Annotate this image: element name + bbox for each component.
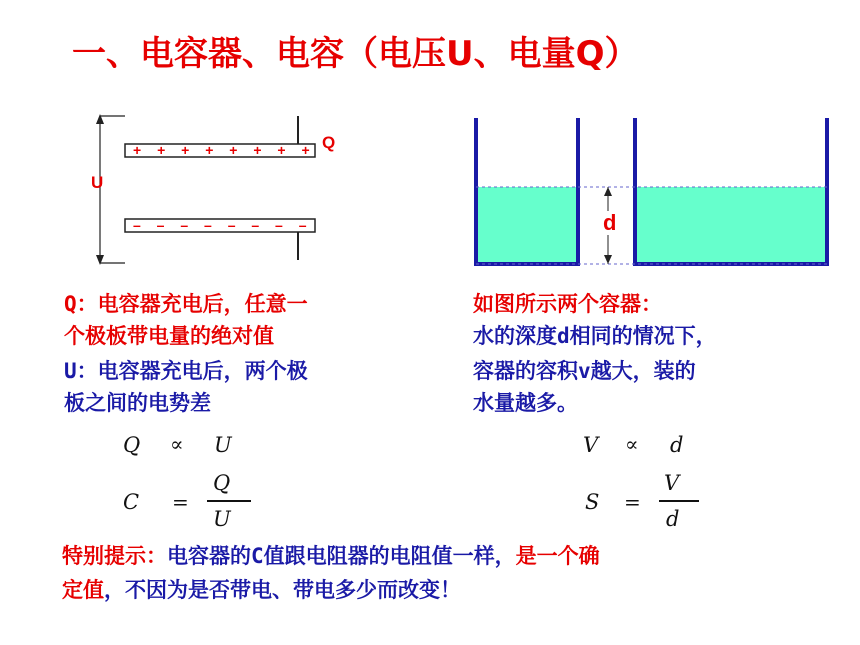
- formula-V: V: [583, 433, 599, 457]
- left-text-line1: Q：电容器充电后，任意一: [64, 292, 308, 316]
- right-text-line3: 容器的容积v越大，装的: [473, 359, 696, 383]
- note-emph1: 是一个确: [515, 544, 600, 568]
- formula-num-V: V: [664, 471, 680, 495]
- formula-U: U: [214, 433, 232, 457]
- formula-num-Q: Q: [213, 471, 231, 495]
- wide-container-water: [636, 187, 826, 264]
- page-title: [72, 26, 639, 75]
- title-main: 一、电容器、电容: [72, 34, 344, 74]
- left-text-line2: 个极板带电量的绝对值: [64, 324, 274, 348]
- note-line1: [62, 540, 600, 572]
- note-line2: [62, 574, 461, 606]
- right-text-line2: 水的深度d相同的情况下，: [473, 324, 717, 348]
- formula-prop-left: ∝: [170, 432, 184, 456]
- depth-label-d: d: [603, 210, 617, 235]
- narrow-container-water: [477, 187, 577, 264]
- formula-den-d: d: [666, 507, 680, 531]
- formula-eq-right: =: [624, 490, 641, 514]
- fraction-bar-left: [207, 500, 251, 502]
- fraction-bar-right: [659, 500, 699, 502]
- title-paren: （电压U、电量Q）: [344, 34, 639, 74]
- formula-Q: Q: [123, 433, 141, 457]
- left-text-line4: 板之间的电势差: [64, 391, 211, 415]
- containers-diagram: [470, 112, 835, 272]
- note-emph2: 定值: [62, 578, 104, 602]
- formula-den-U: U: [213, 507, 231, 531]
- note-tail: ，不因为是否带电、带电多少而改变！: [104, 578, 461, 602]
- note-prefix: 特别提示：: [62, 544, 167, 568]
- plus-signs: + + + + + + + +: [133, 142, 316, 158]
- voltage-label-U: U: [91, 173, 104, 192]
- depth-arrow-up-icon: [604, 187, 612, 196]
- left-text-line3: U：电容器充电后，两个极: [64, 359, 308, 383]
- right-text-line1: 如图所示两个容器：: [473, 292, 662, 316]
- formula-S: S: [585, 490, 600, 514]
- charge-label-Q: Q: [322, 133, 336, 152]
- formula-prop-right: ∝: [625, 432, 639, 456]
- depth-arrow-down-icon: [604, 255, 612, 264]
- formula-eq-left: =: [172, 490, 189, 514]
- formula-d: d: [670, 433, 684, 457]
- formula-C: C: [123, 490, 140, 514]
- capacitor-diagram: [80, 108, 350, 273]
- right-text-line4: 水量越多。: [473, 391, 578, 415]
- minus-signs: – – – – – – – –: [133, 217, 313, 233]
- note-mid: 电容器的C值跟电阻器的电阻值一样，: [167, 544, 516, 568]
